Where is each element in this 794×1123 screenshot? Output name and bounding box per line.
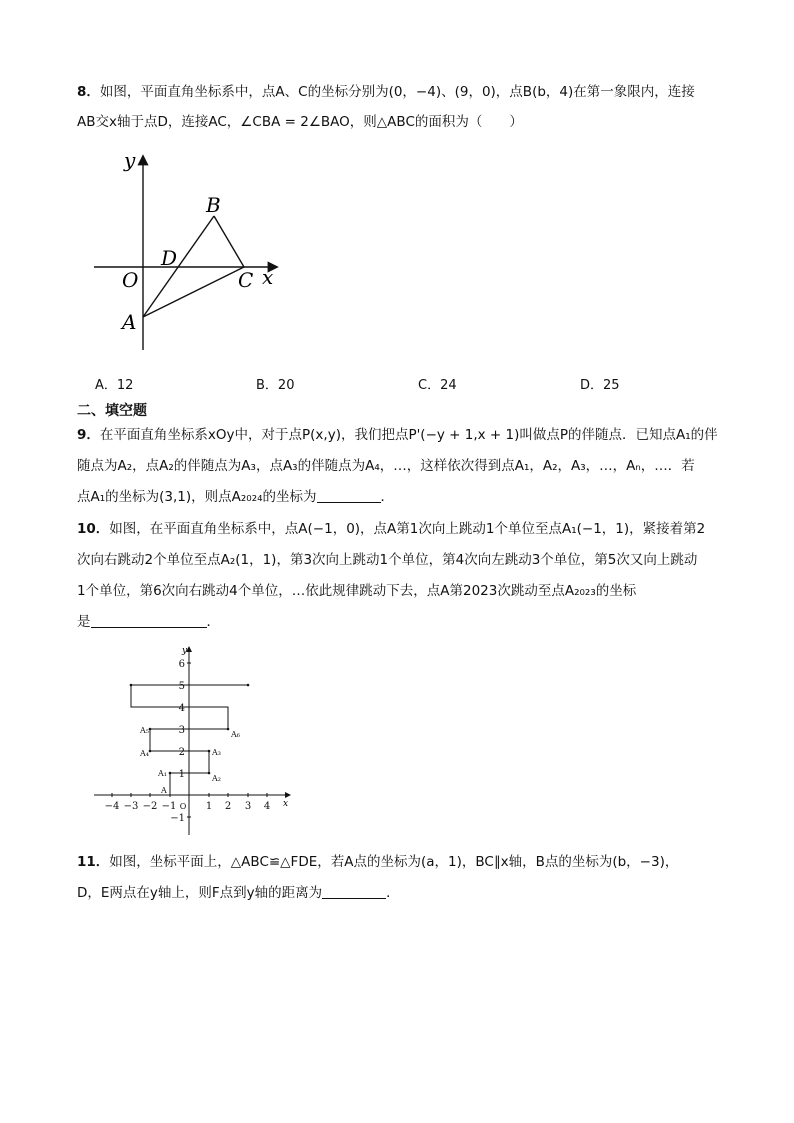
q10-xtick-neg1: −1: [161, 801, 177, 812]
q10-ytick-3: 3: [178, 725, 185, 736]
q10-number: 10．: [77, 521, 110, 537]
q9-text-line2: 随点为A₂，点A₂的伴随点为A₃，点A₃的伴随点为A₄，…，这样依次得到点A₁，A₂，A₃，…，Aₙ，…．若: [77, 458, 695, 474]
q10-xtick-3: 3: [244, 801, 252, 812]
q10-xtick-1: 1: [205, 801, 213, 812]
q10-text-line4b: ．: [206, 614, 220, 630]
q10-figure: [90, 643, 300, 838]
q8-label-x: x: [262, 265, 274, 289]
q10-xtick-2: 2: [224, 801, 232, 812]
q8-label-C: C: [238, 268, 254, 292]
q11-number: 11．: [77, 854, 110, 870]
q10-ytick-5: 5: [178, 681, 185, 692]
q8-label-y: y: [124, 148, 136, 172]
q8-segment-AC: [143, 267, 244, 317]
q10-line1: [77, 519, 705, 539]
q10-xtick-neg4: −4: [104, 801, 120, 812]
q10-line2: [77, 550, 697, 570]
q8-option-a: A．12: [95, 378, 134, 393]
q8-line1: [77, 82, 695, 102]
q10-text-line4a: 是: [77, 614, 91, 630]
q9-line3: [77, 487, 394, 507]
q8-option-b: B．20: [256, 378, 295, 393]
q11-text-line2b: ．: [386, 885, 400, 901]
q11-text-line1: 如图，坐标平面上，△ABC≌△FDE，若A点的坐标为(a，1)，BC∥x轴，B点的坐标为(b，−3)，: [109, 854, 679, 870]
q10-ytick-2: 2: [178, 747, 185, 758]
q8-option-c: C．24: [418, 378, 457, 393]
q8-label-D: D: [161, 246, 178, 270]
q10-x-label: x: [283, 799, 289, 809]
q10-y-label: y: [182, 646, 188, 656]
q11-answer-blank[interactable]: [322, 884, 386, 899]
q10-line3: [77, 581, 636, 601]
q10-point-A: A: [161, 786, 167, 795]
q8-option-d: D．25: [580, 378, 620, 393]
q10-point-A2: A₂: [212, 774, 221, 783]
q10-xtick-origin: O: [179, 802, 187, 811]
q10-point-A5: A₅: [140, 726, 149, 735]
q9-text-line3b: ．: [380, 489, 395, 505]
q8-label-B: B: [206, 193, 221, 217]
q10-answer-blank[interactable]: [91, 613, 207, 628]
q10-point-A6: A₆: [231, 730, 240, 739]
q10-text-line3: 1个单位，第6次向右跳动4个单位，…依此规律跳动下去，点A第2023次跳动至点A₂₀₂₃的坐标: [77, 583, 637, 599]
q10-point-A4: A₄: [140, 749, 149, 758]
q8-segment-BC: [214, 216, 244, 267]
q9-line1: [77, 425, 718, 445]
q10-point-A1: A₁: [158, 769, 167, 778]
q10-line4: [77, 612, 220, 632]
q9-line2: [77, 456, 695, 476]
q8-line2: [77, 112, 523, 132]
q8-figure: [90, 145, 290, 355]
q10-point-A3: A₃: [212, 748, 221, 757]
q8-label-A: A: [122, 310, 137, 334]
q8-text-line2: AB交x轴于点D，连接AC，∠CBA = 2∠BAO，则△ABC的面积为（ ）: [77, 114, 523, 130]
q11-text-line2a: D，E两点在y轴上，则F点到y轴的距离为: [77, 885, 323, 901]
q11-line2: [77, 883, 400, 903]
q10-xtick-4: 4: [263, 801, 271, 812]
section-heading: 二、填空题: [77, 403, 147, 419]
q10-ytick-6: 6: [178, 659, 185, 670]
q11-line1: [77, 852, 678, 872]
q10-ytick-1: 1: [178, 769, 185, 780]
q10-text-line1: 如图，在平面直角坐标系中，点A(−1，0)，点A第1次向上跳动1个单位至点A₁(−1，1)，紧接着第2: [109, 521, 706, 537]
q9-text-line1: 在平面直角坐标系xOy中，对于点P(x,y)，我们把点P'(−y + 1,x + 1)叫做点P的伴随点．已知点A₁的伴: [99, 427, 718, 443]
q10-xtick-neg2: −2: [142, 801, 158, 812]
q10-ytick-4: 4: [178, 703, 185, 714]
q10-text-line2: 次向右跳动2个单位至点A₂(1，1)，第3次向上跳动1个单位，第4次向左跳动3个单位，第5次又向上跳动: [77, 552, 698, 568]
q9-text-line3a: 点A₁的坐标为(3,1)，则点A₂₀₂₄的坐标为: [77, 489, 317, 505]
q10-xtick-neg3: −3: [123, 801, 139, 812]
q8-text-line1: 如图，平面直角坐标系中，点A、C的坐标分别为(0，−4)、(9，0)，点B(b，4)在第一象限内，连接: [99, 84, 695, 100]
q8-label-O: O: [122, 268, 139, 292]
q9-answer-blank[interactable]: [317, 488, 381, 503]
q8-number: 8．: [77, 84, 100, 100]
q9-number: 9．: [77, 427, 100, 443]
q10-ytick-neg1: −1: [170, 813, 185, 824]
